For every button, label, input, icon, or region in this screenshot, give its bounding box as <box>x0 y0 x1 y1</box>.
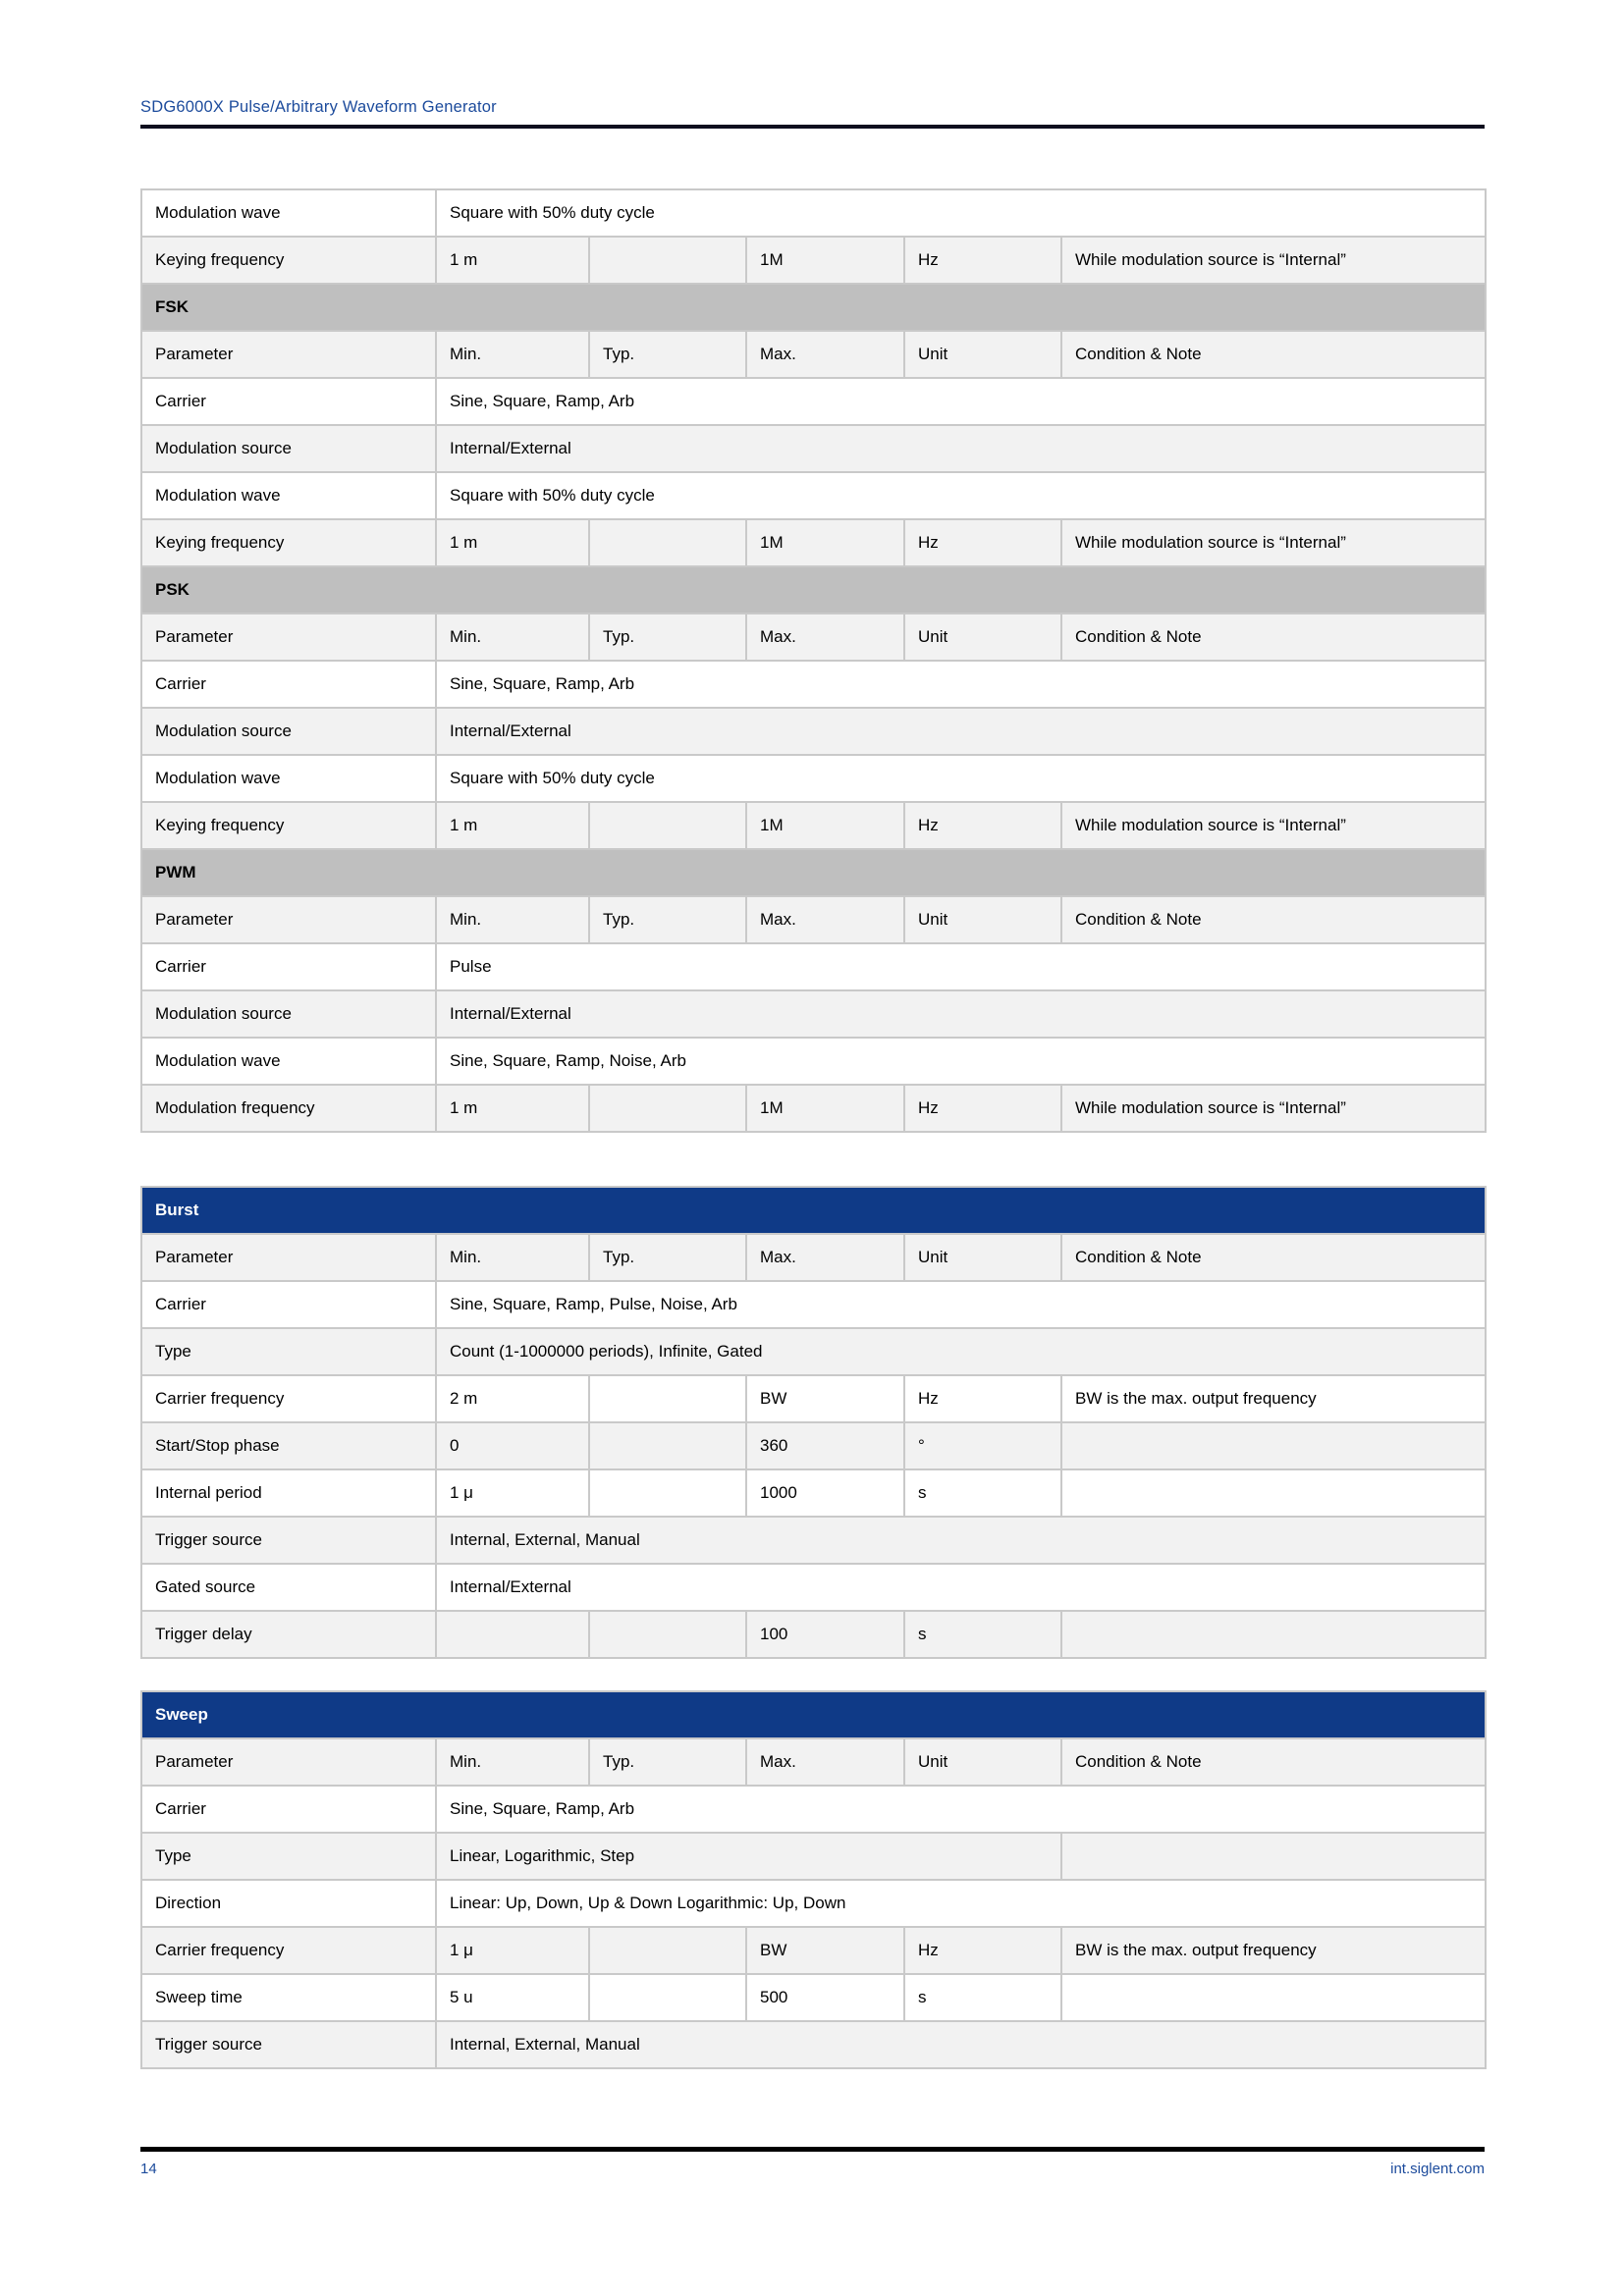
condition-cell: While modulation source is “Internal” <box>1061 802 1486 849</box>
min-cell: 1 m <box>436 519 589 566</box>
max-cell: Max. <box>746 1738 904 1786</box>
sweep-table-title-row <box>141 1691 1486 1738</box>
typ-cell: Typ. <box>589 614 746 661</box>
condition-cell <box>1061 1974 1486 2021</box>
min-cell: 1 μ <box>436 1469 589 1517</box>
value-cell: Square with 50% duty cycle <box>436 189 1486 237</box>
min-cell: 1 μ <box>436 1927 589 1974</box>
typ-cell <box>589 237 746 284</box>
burst-table <box>140 1186 1487 1659</box>
value-cell: Sine, Square, Ramp, Arb <box>436 1786 1486 1833</box>
param-cell: Direction <box>141 1880 436 1927</box>
min-cell: 2 m <box>436 1375 589 1422</box>
section-band-pwm: PWM <box>141 849 1486 896</box>
condition-cell: While modulation source is “Internal” <box>1061 519 1486 566</box>
condition-cell: BW is the max. output frequency <box>1061 1927 1486 1974</box>
value-cell: Internal/External <box>436 708 1486 755</box>
max-cell: 1M <box>746 1085 904 1132</box>
param-cell: Parameter <box>141 614 436 661</box>
section-band-fsk: FSK <box>141 284 1486 331</box>
max-cell: 360 <box>746 1422 904 1469</box>
table-row <box>141 378 1486 425</box>
typ-cell <box>589 1422 746 1469</box>
value-cell: Square with 50% duty cycle <box>436 755 1486 802</box>
min-cell: Min. <box>436 331 589 378</box>
min-cell: 1 m <box>436 237 589 284</box>
param-cell: Parameter <box>141 896 436 943</box>
min-cell: Min. <box>436 1234 589 1281</box>
typ-cell: Typ. <box>589 331 746 378</box>
table-row <box>141 661 1486 708</box>
value-cell: Square with 50% duty cycle <box>436 472 1486 519</box>
param-cell: Modulation wave <box>141 189 436 237</box>
table-row <box>141 1564 1486 1611</box>
max-cell: Max. <box>746 1234 904 1281</box>
max-cell: 500 <box>746 1974 904 2021</box>
max-cell: 1M <box>746 802 904 849</box>
unit-cell: Unit <box>904 1738 1061 1786</box>
table-row <box>141 566 1486 614</box>
table-row <box>141 943 1486 990</box>
typ-cell: Typ. <box>589 1738 746 1786</box>
unit-cell: ° <box>904 1422 1061 1469</box>
burst-table-title: Burst <box>141 1187 1486 1234</box>
unit-cell: Hz <box>904 237 1061 284</box>
param-cell: Internal period <box>141 1469 436 1517</box>
table-row <box>141 1469 1486 1517</box>
unit-cell: Hz <box>904 1375 1061 1422</box>
table-row <box>141 1786 1486 1833</box>
condition-cell: BW is the max. output frequency <box>1061 1375 1486 1422</box>
condition-cell <box>1061 1469 1486 1517</box>
param-cell: Type <box>141 1328 436 1375</box>
condition-cell <box>1061 1833 1486 1880</box>
param-cell: Modulation wave <box>141 755 436 802</box>
table-row <box>141 1974 1486 2021</box>
document-title: SDG6000X Pulse/Arbitrary Waveform Generator <box>140 98 497 116</box>
condition-cell: Condition & Note <box>1061 331 1486 378</box>
param-cell: Carrier <box>141 1786 436 1833</box>
min-cell: Min. <box>436 896 589 943</box>
table-row <box>141 1738 1486 1786</box>
table-row <box>141 1422 1486 1469</box>
param-cell: Type <box>141 1833 436 1880</box>
min-cell: 1 m <box>436 802 589 849</box>
param-cell: Carrier <box>141 1281 436 1328</box>
typ-cell <box>589 1927 746 1974</box>
param-cell: Modulation wave <box>141 472 436 519</box>
min-cell <box>436 1611 589 1658</box>
value-cell: Linear, Logarithmic, Step <box>436 1833 1061 1880</box>
param-cell: Trigger source <box>141 2021 436 2068</box>
table-row <box>141 519 1486 566</box>
value-cell: Internal, External, Manual <box>436 1517 1486 1564</box>
value-cell: Pulse <box>436 943 1486 990</box>
typ-cell <box>589 1469 746 1517</box>
table-row <box>141 1927 1486 1974</box>
param-cell: Carrier <box>141 943 436 990</box>
param-cell: Parameter <box>141 1738 436 1786</box>
param-cell: Gated source <box>141 1564 436 1611</box>
table-row <box>141 1880 1486 1927</box>
sweep-table <box>140 1690 1487 2069</box>
table-row <box>141 1833 1486 1880</box>
unit-cell: Hz <box>904 519 1061 566</box>
unit-cell: Unit <box>904 1234 1061 1281</box>
unit-cell: s <box>904 1611 1061 1658</box>
sweep-table-title: Sweep <box>141 1691 1486 1738</box>
typ-cell: Typ. <box>589 896 746 943</box>
typ-cell <box>589 519 746 566</box>
value-cell: Count (1-1000000 periods), Infinite, Gated <box>436 1328 1486 1375</box>
sweep-spec-table <box>140 1690 1485 2069</box>
condition-cell: While modulation source is “Internal” <box>1061 1085 1486 1132</box>
table-row <box>141 849 1486 896</box>
max-cell: 1M <box>746 519 904 566</box>
modulation-table <box>140 188 1487 1133</box>
table-row <box>141 1328 1486 1375</box>
table-row <box>141 1085 1486 1132</box>
unit-cell: s <box>904 1974 1061 2021</box>
typ-cell <box>589 1085 746 1132</box>
min-cell: Min. <box>436 614 589 661</box>
value-cell: Sine, Square, Ramp, Arb <box>436 378 1486 425</box>
value-cell: Internal/External <box>436 425 1486 472</box>
table-row <box>141 708 1486 755</box>
table-row <box>141 896 1486 943</box>
table-row <box>141 284 1486 331</box>
param-cell: Parameter <box>141 1234 436 1281</box>
table-row <box>141 1038 1486 1085</box>
condition-cell <box>1061 1611 1486 1658</box>
unit-cell: Hz <box>904 1927 1061 1974</box>
min-cell: Min. <box>436 1738 589 1786</box>
unit-cell: Unit <box>904 331 1061 378</box>
max-cell: Max. <box>746 896 904 943</box>
table-row <box>141 237 1486 284</box>
param-cell: Sweep time <box>141 1974 436 2021</box>
footer-website-link[interactable]: int.siglent.com <box>1390 2161 1485 2177</box>
max-cell: 100 <box>746 1611 904 1658</box>
table-row <box>141 755 1486 802</box>
unit-cell: Hz <box>904 1085 1061 1132</box>
max-cell: BW <box>746 1927 904 1974</box>
param-cell: Modulation frequency <box>141 1085 436 1132</box>
unit-cell: Hz <box>904 802 1061 849</box>
max-cell: Max. <box>746 331 904 378</box>
value-cell: Sine, Square, Ramp, Pulse, Noise, Arb <box>436 1281 1486 1328</box>
table-row <box>141 2021 1486 2068</box>
table-row <box>141 1611 1486 1658</box>
condition-cell: Condition & Note <box>1061 1234 1486 1281</box>
unit-cell: Unit <box>904 896 1061 943</box>
param-cell: Trigger delay <box>141 1611 436 1658</box>
param-cell: Modulation source <box>141 425 436 472</box>
value-cell: Internal/External <box>436 990 1486 1038</box>
typ-cell <box>589 1611 746 1658</box>
table-row <box>141 331 1486 378</box>
param-cell: Modulation source <box>141 990 436 1038</box>
max-cell: 1000 <box>746 1469 904 1517</box>
max-cell: BW <box>746 1375 904 1422</box>
section-band-psk: PSK <box>141 566 1486 614</box>
min-cell: 0 <box>436 1422 589 1469</box>
param-cell: Keying frequency <box>141 237 436 284</box>
page-footer <box>140 2147 1485 2177</box>
table-row <box>141 472 1486 519</box>
min-cell: 1 m <box>436 1085 589 1132</box>
table-row <box>141 1375 1486 1422</box>
table-row <box>141 614 1486 661</box>
value-cell: Internal, External, Manual <box>436 2021 1486 2068</box>
unit-cell: s <box>904 1469 1061 1517</box>
condition-cell: Condition & Note <box>1061 896 1486 943</box>
typ-cell: Typ. <box>589 1234 746 1281</box>
value-cell: Linear: Up, Down, Up & Down Logarithmic: Up, Down <box>436 1880 1486 1927</box>
table-row <box>141 1281 1486 1328</box>
unit-cell: Unit <box>904 614 1061 661</box>
param-cell: Parameter <box>141 331 436 378</box>
modulation-spec-table <box>140 188 1485 1133</box>
table-row <box>141 1517 1486 1564</box>
param-cell: Carrier <box>141 378 436 425</box>
param-cell: Modulation wave <box>141 1038 436 1085</box>
condition-cell: While modulation source is “Internal” <box>1061 237 1486 284</box>
max-cell: 1M <box>746 237 904 284</box>
condition-cell: Condition & Note <box>1061 1738 1486 1786</box>
param-cell: Keying frequency <box>141 802 436 849</box>
min-cell: 5 u <box>436 1974 589 2021</box>
param-cell: Carrier frequency <box>141 1375 436 1422</box>
table-row <box>141 802 1486 849</box>
condition-cell <box>1061 1422 1486 1469</box>
typ-cell <box>589 802 746 849</box>
burst-spec-table <box>140 1186 1485 1659</box>
condition-cell: Condition & Note <box>1061 614 1486 661</box>
typ-cell <box>589 1974 746 2021</box>
param-cell: Start/Stop phase <box>141 1422 436 1469</box>
table-row <box>141 990 1486 1038</box>
table-row <box>141 425 1486 472</box>
param-cell: Carrier <box>141 661 436 708</box>
typ-cell <box>589 1375 746 1422</box>
param-cell: Carrier frequency <box>141 1927 436 1974</box>
table-row <box>141 1234 1486 1281</box>
table-row <box>141 189 1486 237</box>
value-cell: Sine, Square, Ramp, Noise, Arb <box>436 1038 1486 1085</box>
page-number: 14 <box>140 2161 157 2177</box>
param-cell: Keying frequency <box>141 519 436 566</box>
value-cell: Internal/External <box>436 1564 1486 1611</box>
max-cell: Max. <box>746 614 904 661</box>
param-cell: Modulation source <box>141 708 436 755</box>
param-cell: Trigger source <box>141 1517 436 1564</box>
burst-table-title-row <box>141 1187 1486 1234</box>
value-cell: Sine, Square, Ramp, Arb <box>436 661 1486 708</box>
page-header <box>140 98 1485 129</box>
